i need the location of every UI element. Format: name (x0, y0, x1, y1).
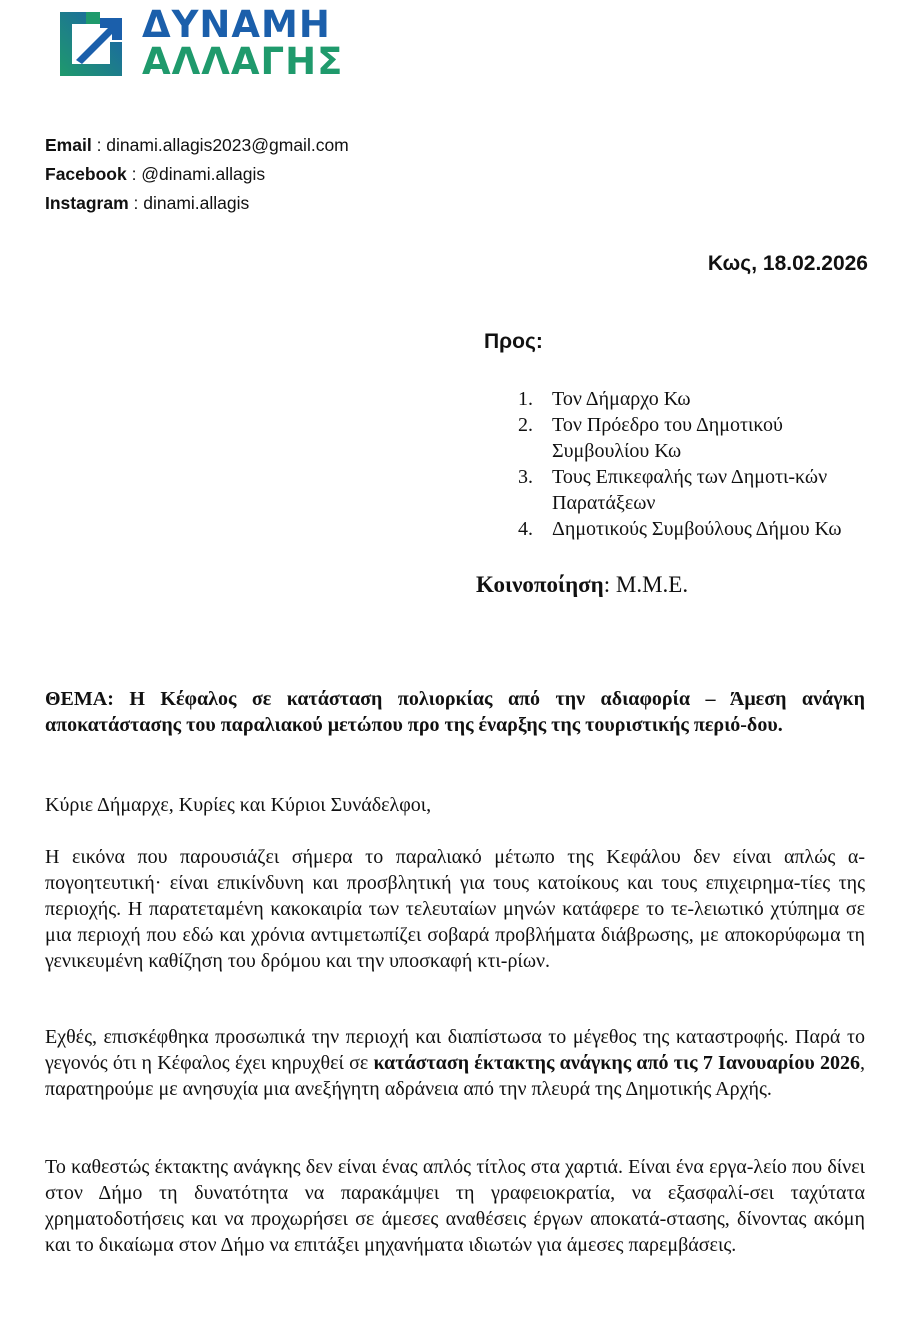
letter-date: Κως, 18.02.2026 (707, 252, 868, 275)
list-item (515, 412, 865, 464)
greeting: Κύριε Δήμαρχε, Κυρίες και Κύριοι Συνάδελφοι, (45, 794, 432, 816)
paragraph-2-start: Εχθές, επισκέφθηκα προσωπικά την περιοχή και διαπίστωσα το μέγεθος της καταστροφής. Παρά το γεγονός ότι η Κέφαλος έχει κηρυχθεί σε (45, 1026, 865, 1074)
list-item (515, 464, 865, 516)
logo (50, 3, 370, 86)
list-item-text: Τον Πρόεδρο του Δημοτικού Συμβουλίου Κω (552, 414, 783, 462)
cc-value: : Μ.Μ.Ε. (603, 572, 689, 597)
paragraph-2-end: , παρατηρούμε με ανησυχία μια ανεξήγητη αδράνεια από την πλευρά της Δημοτικής Αρχής. (45, 1052, 865, 1100)
emergency-highlight: κατάσταση έκτακτης ανάγκης από τις 7 Ιανουαρίου 2026 (373, 1052, 860, 1074)
recipients-list (515, 386, 865, 542)
list-item-text: Τον Δήμαρχο Κω (552, 388, 691, 410)
email-line (45, 131, 349, 160)
cc-line (476, 572, 688, 598)
facebook-label: Facebook (45, 164, 127, 184)
recipients-heading: Προς: (484, 330, 543, 353)
paragraph-1: Η εικόνα που παρουσιάζει σήμερα το παραλιακό μέτωπο της Κεφάλου δεν είναι απλώς α-πογοητευτική· είναι επικίνδυνη και προσβλητική για τους κατοίκους και τους επιχειρημα-τίες της περιοχής. Η παρατεταμένη κακοκαιρία των τελευταίων μηνών κατάφερε το τε-λειωτικό χτύπημα σε μια περιοχή που εδώ και χρόνια αντιμετωπίζει σοβαρά προβλήματα διάβρωσης, με αποκορύφωμα τη γενικευμένη καθίζηση του δρόμου και την υποσκαφή κτι-ρίων. (45, 846, 865, 972)
paragraph-2 (45, 1024, 865, 1102)
facebook-line (45, 160, 349, 189)
list-item-number: 1. (518, 388, 533, 410)
paragraph-3: Το καθεστώς έκτακτης ανάγκης δεν είναι ένας απλός τίτλος στα χαρτιά. Είναι ένα εργα-λείο που δίνει στον Δήμο τη δυνατότητα να παρακάμψει τη γραφειοκρατία, να εξασφαλί-σει ταχύτατα χρηματοδοτήσεις και να προχωρήσει σε άμεσες αναθέσεις έργων αποκατά-στασης, δίνοντας ακόμη και το δικαίωμα στον Δήμο να επιτάξει μηχανήματα ιδιωτών για άμεσες παρεμβάσεις. (45, 1156, 865, 1256)
list-item-number: 2. (518, 414, 533, 436)
list-item (515, 516, 865, 542)
email-value: : dinami.allagis2023@gmail.com (91, 135, 349, 155)
logo-line-2: ΑΛΛΑΓΗΣ (142, 40, 344, 83)
facebook-value: : @dinami.allagis (126, 164, 266, 184)
instagram-label: Instagram (45, 193, 129, 213)
list-item-text: Δημοτικούς Συμβούλους Δήμου Κω (552, 518, 842, 540)
cc-label: Κοινοποίηση (476, 572, 604, 597)
list-item (515, 386, 865, 412)
instagram-line (45, 189, 349, 218)
list-item-number: 4. (518, 518, 533, 540)
list-item-text: Τους Επικεφαλής των Δημοτι-κών Παρατάξεων (552, 466, 828, 514)
instagram-value: : dinami.allagis (128, 193, 250, 213)
contact-info (45, 131, 349, 218)
list-item-number: 3. (518, 466, 533, 488)
subject-line: ΘΕΜΑ: Η Κέφαλος σε κατάσταση πολιορκίας από την αδιαφορία – Άμεση ανάγκη αποκατάστασης του παραλιακού μετώπου προ της έναρξης της τουριστικής περιό-δου. (45, 688, 865, 736)
logo-line-1: ΔΥΝΑΜΗ (142, 3, 331, 46)
email-label: Email (45, 135, 92, 155)
arrow-up-right-icon (50, 6, 128, 84)
